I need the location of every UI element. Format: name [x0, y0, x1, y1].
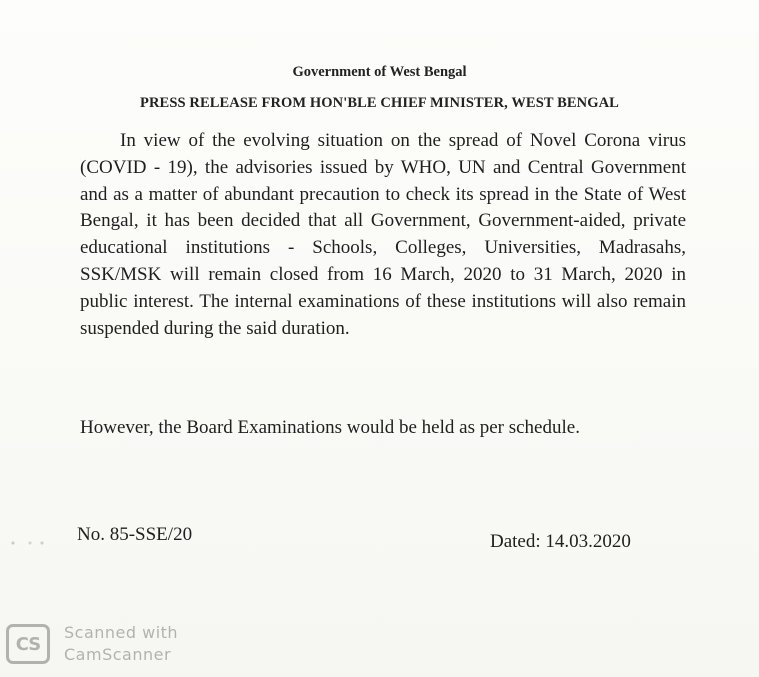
body-paragraph-board-exams: However, the Board Examinations would be held as per schedule.: [80, 417, 580, 438]
watermark-text: [64, 622, 178, 666]
watermark-line-1: Scanned with: [64, 623, 179, 642]
issue-date: Dated: 14.03.2020: [490, 531, 631, 552]
scan-specks: [8, 540, 48, 546]
issuer-heading: Government of West Bengal: [292, 64, 467, 80]
press-release-title: PRESS RELEASE FROM HON'BLE CHIEF MINISTER, WEST BENGAL: [140, 95, 619, 111]
camscanner-watermark: [6, 622, 178, 666]
body-paragraph-closure-notice: In view of the evolving situation on the spread of Novel Corona virus (COVID - 19), the advisories issued by WHO, UN and Central Government and as a matter of abundant precaution to check its spread in the State of West Bengal, it has been decided that all Government, Government-aided, private educational institutions - Schools, Colleges, Universities, Madrasahs, SSK/MSK will remain closed from 16 March, 2020 to 31 March, 2020 in public interest. The internal examinations of these institutions will also remain suspended during the said duration.: [80, 130, 686, 339]
camscanner-logo-icon: CS: [6, 624, 50, 664]
reference-number: No. 85-SSE/20: [77, 524, 193, 545]
watermark-line-2: CamScanner: [64, 645, 172, 664]
